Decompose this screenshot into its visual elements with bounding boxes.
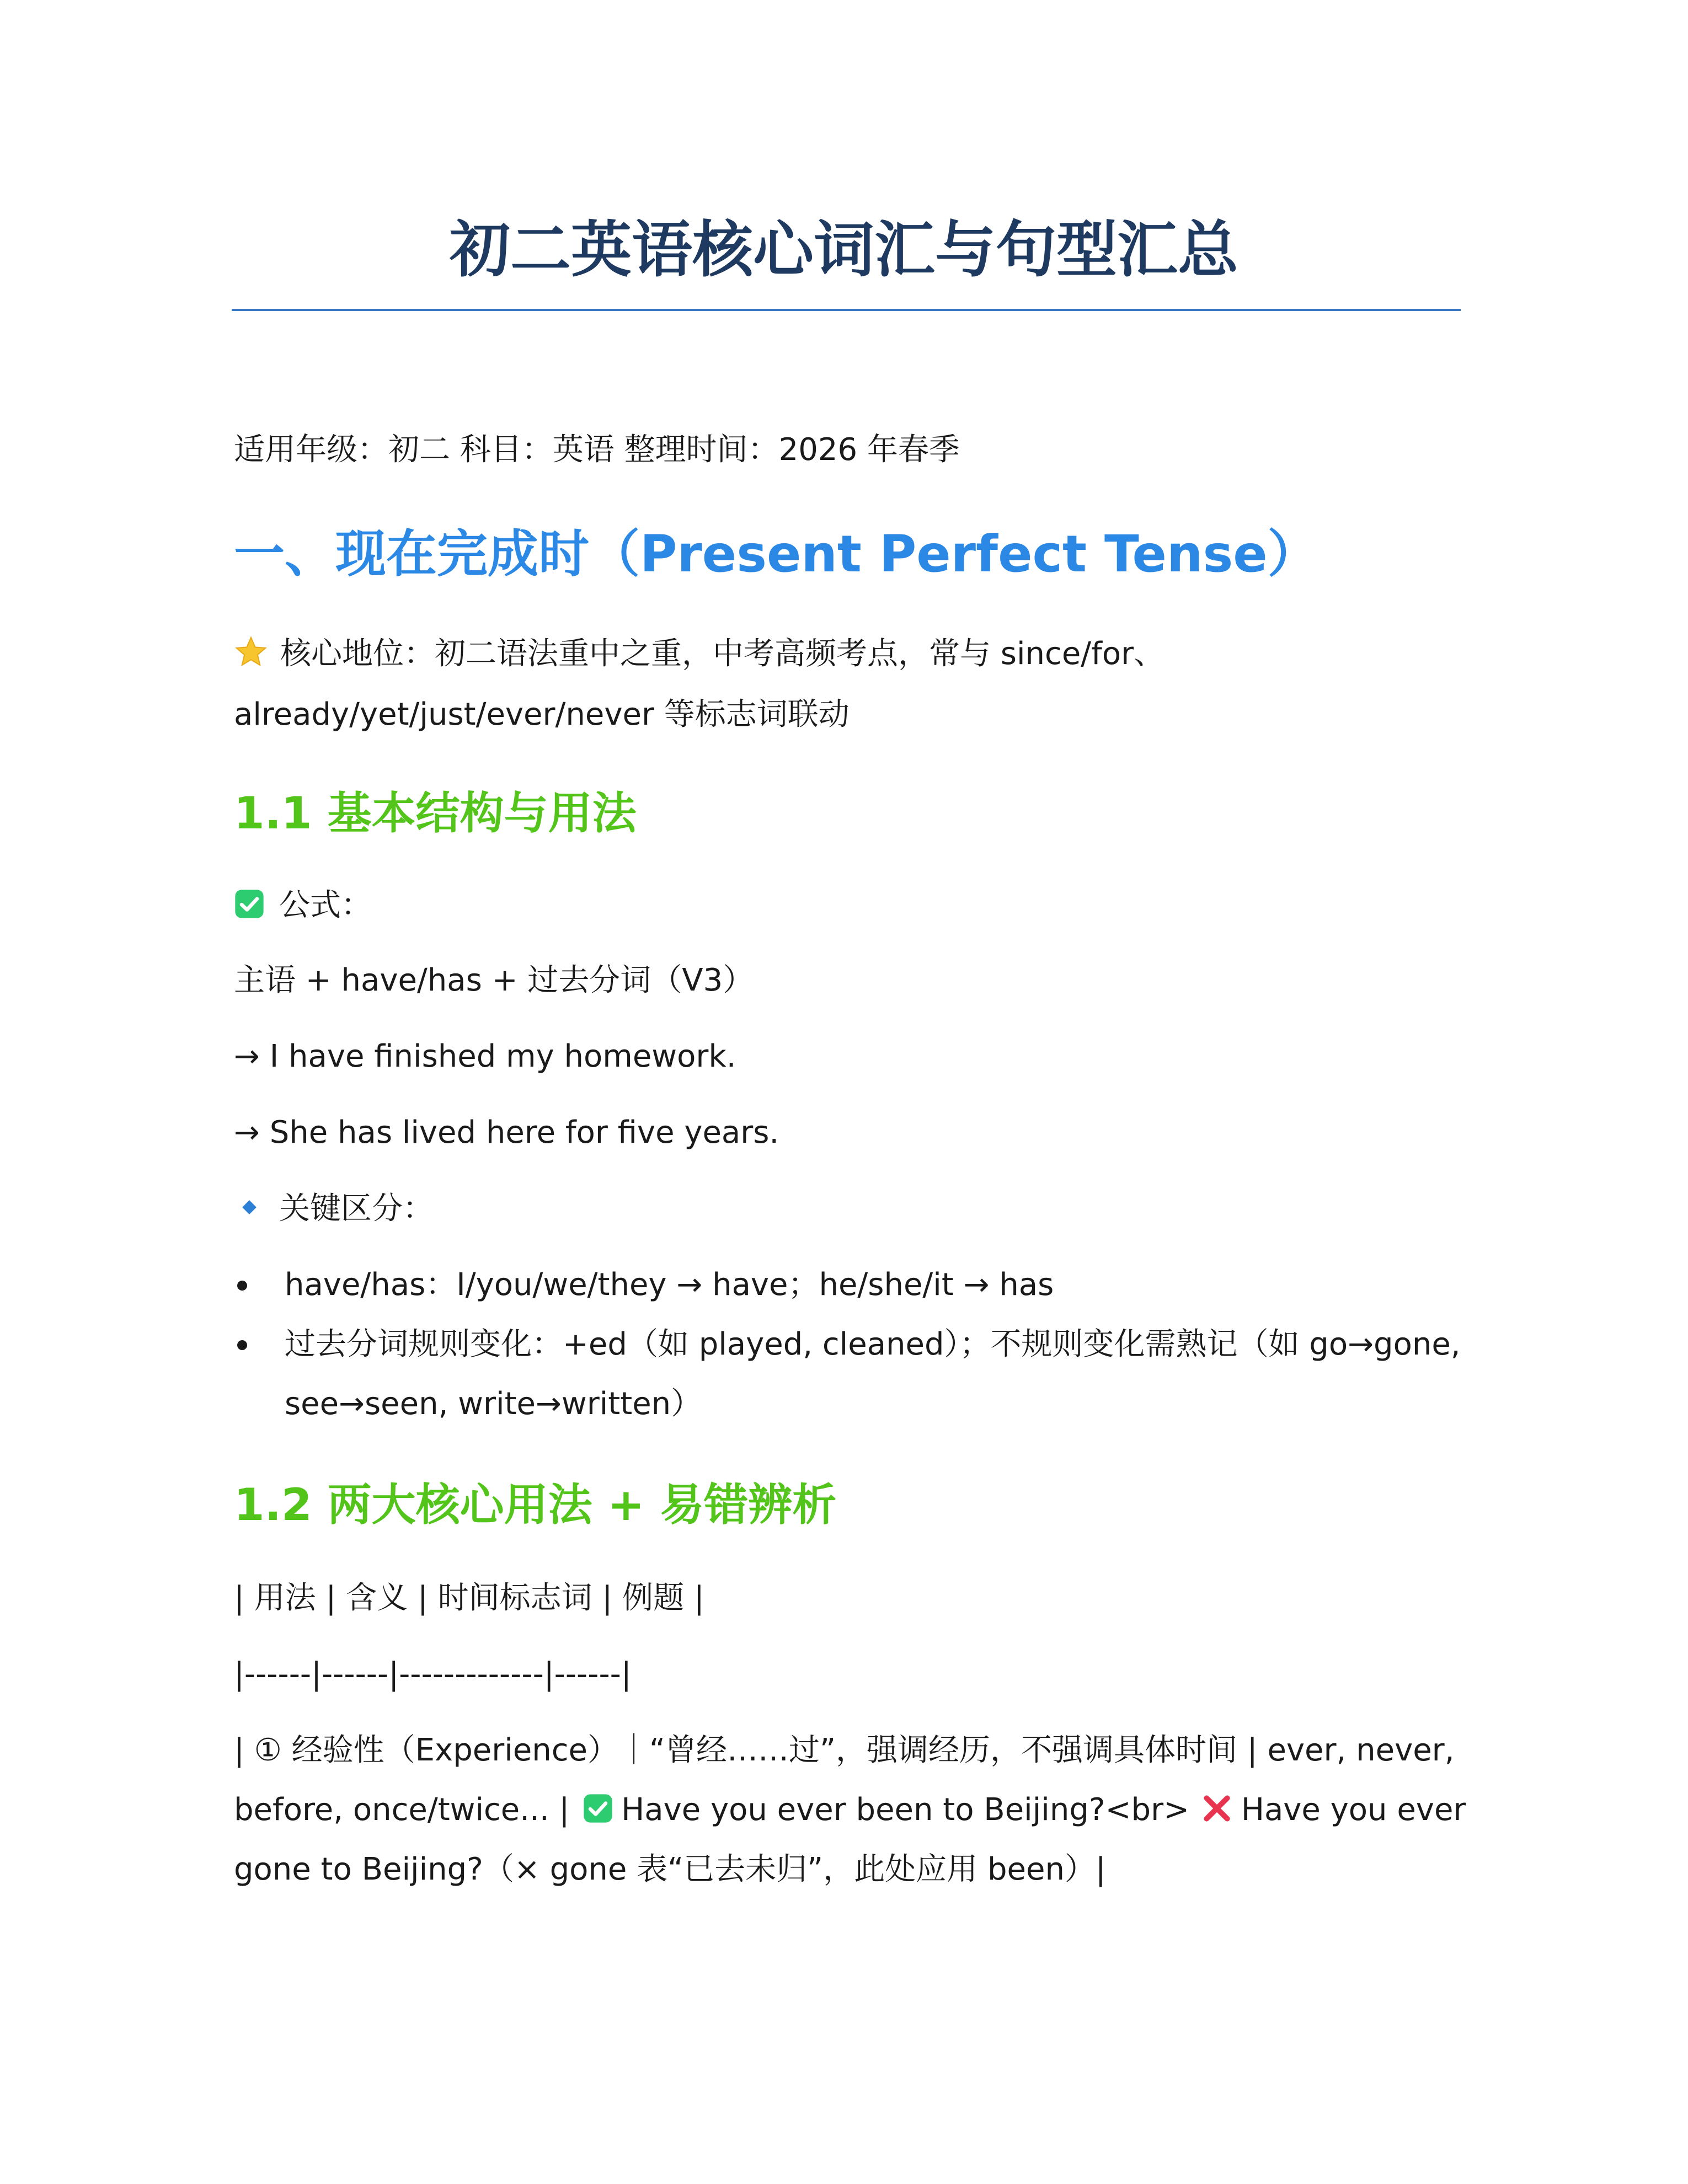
table-row-1-line3: gone to Beijing?（× gone 表“已去未归”，此处应用 been）| [234,1851,1106,1887]
meta-line: 适用年级：初二 科目：英语 整理时间：2026 年春季 [234,432,960,468]
example-1: → I have finished my homework. [234,1039,736,1074]
example-2: → She has lived here for five years. [234,1115,779,1150]
check-icon [234,888,265,919]
section-heading-present-perfect: 一、现在完成时（Present Perfect Tense） [234,524,1318,584]
table-row-1-line1: | ① 经验性（Experience）｜“曾经……过”，强调经历，不强调具体时间 | ever, never, [234,1732,1455,1768]
bullet-item-have-has: have/has：I/you/we/they → have；he/she/it → has [285,1267,1054,1303]
correct-example: Have you ever been to Beijing?<br> [621,1792,1190,1828]
table-row-1-line2 [234,1788,1466,1832]
bullet-item-past-participle-line2: see→seen, write→written） [285,1386,702,1422]
bullet-dot [237,1281,247,1291]
key-label-line [234,1187,434,1231]
bullet-dot [237,1340,247,1350]
document-title: 初二英语核心词汇与句型汇总 [450,215,1238,285]
subsection-heading-1-2: 1.2 两大核心用法 + 易错辨析 [234,1479,837,1530]
star-icon [234,635,268,670]
title-divider [232,309,1461,311]
key-label: 关键区分： [279,1191,434,1227]
bullet-item-past-participle-line1: 过去分词规则变化：+ed（如 played, cleaned）；不规则变化需熟记（如 go→gone, [285,1326,1461,1362]
table-separator-row: |------|------|-------------|------| [234,1656,632,1692]
formula-label-line [234,884,372,928]
formula-label: 公式： [279,887,372,923]
formula-text: 主语 + have/has + 过去分词（V3） [234,962,754,998]
core-note-line2: already/yet/just/ever/never 等标志词联动 [234,697,850,732]
subsection-heading-1-1: 1.1 基本结构与用法 [234,788,637,839]
core-note-line1 [234,632,1164,676]
check-icon [583,1793,613,1824]
row1-markers-text: before, once/twice... | [234,1792,570,1828]
table-header-row: | 用法 | 含义 | 时间标志词 | 例题 | [234,1580,704,1616]
wrong-example-start: Have you ever [1241,1792,1466,1828]
cross-icon [1201,1793,1232,1824]
core-note-text1: 核心地位：初二语法重中之重，中考高频考点，常与 since/for、 [280,636,1165,672]
diamond-icon [234,1192,265,1223]
